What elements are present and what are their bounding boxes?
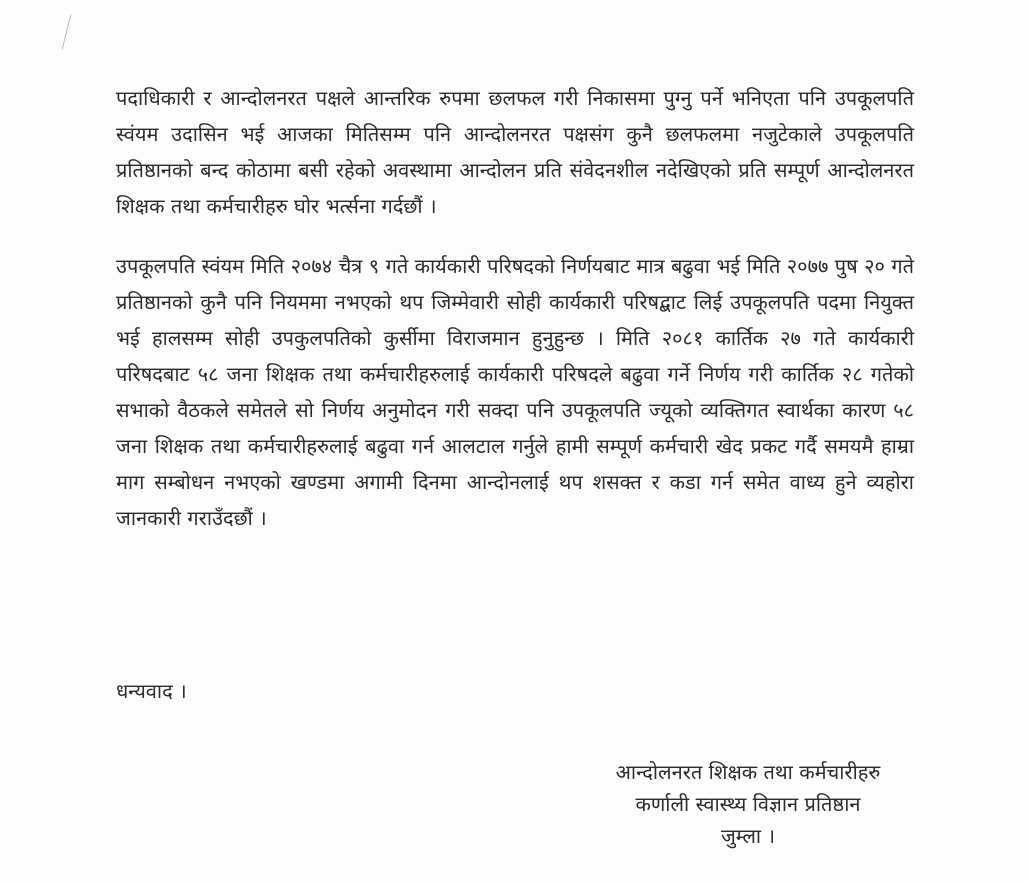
signature-line-group: आन्दोलनरत शिक्षक तथा कर्मचारीहरु	[615, 760, 881, 784]
signature-line-location: जुम्ला ।	[720, 824, 776, 848]
scan-mark	[62, 14, 72, 49]
letter-body	[116, 80, 914, 536]
closing-thanks: धन्यवाद ।	[116, 679, 187, 703]
signature-line-institution: कर्णाली स्वास्थ्य विज्ञान प्रतिष्ठान	[635, 792, 861, 816]
paragraph-2: उपकूलपति स्वंयम मिति २०७४ चैत्र ९ गते कार्यकारी परिषदको निर्णयबाट मात्र बढुवा भई मिति २०७७ पुष २० गते प्रतिष्ठानको कुनै पनि नियममा नभएको थप जिम्मेवारी सोही कार्यकारी परिषद्बाट लिई उपकूलपति पदमा नियुक्त भई हालसम्म सोही उपकुलपतिको कुर्सीमा विराजमान हुनुहुन्छ । मिति २०८१ कार्तिक २७ गते कार्यकारी परिषदबाट ५८ जना शिक्षक तथा कर्मचारीहरुलाई कार्यकारी परिषदले बढुवा गर्ने निर्णय गरी कार्तिक २८ गतेको सभाको वैठकले समेतले सो निर्णय अनुमोदन गरी सक्दा पनि उपकूलपति ज्यूको व्यक्तिगत स्वार्थका कारण ५८ जना शिक्षक तथा कर्मचारीहरुलाई बढुवा गर्न आलटाल गर्नुले हामी सम्पूर्ण कर्मचारी खेद प्रकट गर्दै समयमै हाम्रा माग सम्बोधन नभएको खण्डमा अगामी दिनमा आन्दोनलाई थप शसक्त र कडा गर्न समेत वाध्य हुने व्यहोरा जानकारी गराउँदछौं ।	[116, 254, 914, 530]
paragraph-1: पदाधिकारी र आन्दोलनरत पक्षले आन्तरिक रुपमा छलफल गरी निकासमा पुग्नु पर्ने भनिएता पनि उपकूलपति स्वंयम उदासिन भई आजका मितिसम्म पनि आन्दोलनरत पक्षसंग कुनै छलफलमा नजुटेकाले उपकूलपति प्रतिष्ठानको बन्द कोठामा बसी रहेको अवस्थामा आन्दोलन प्रति संवेदनशील नदेखिएको प्रति सम्पूर्ण आन्दोलनरत शिक्षक तथा कर्मचारीहरु घोर भर्त्सना गर्दछौं ।	[116, 86, 914, 218]
signature-block	[548, 756, 948, 852]
